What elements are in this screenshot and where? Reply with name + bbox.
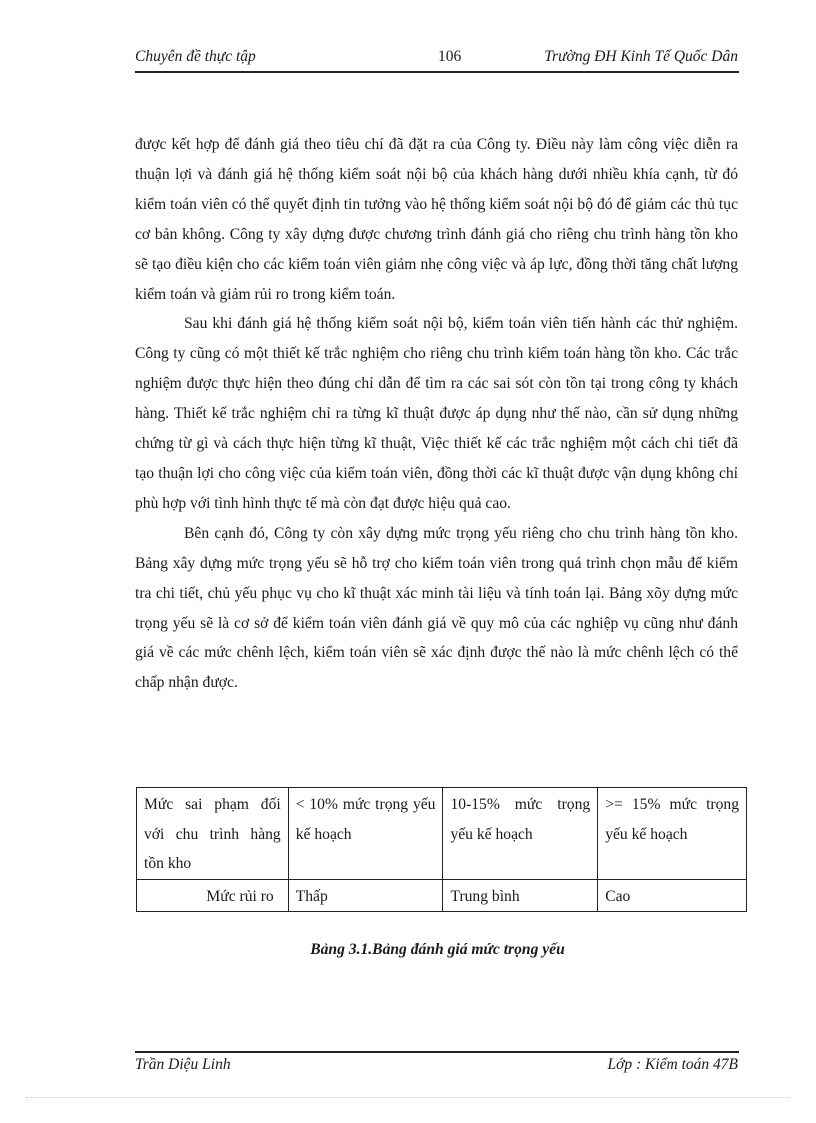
table-caption: Bảng 3.1.Bảng đánh giá mức trọng yếu [310,941,565,958]
header-page-number: 106 [438,48,462,65]
table-row [137,788,747,880]
table-risk-cell: Trung bình [443,879,598,912]
table-risk-cell: Cao [598,879,747,912]
page-footer [135,1056,738,1078]
header-university: Trường ĐH Kinh Tế Quốc Dân [544,48,738,65]
footer-author: Trần Diệu Linh [135,1056,231,1073]
table-row-header-cell: Mức sai phạm đối với chu trình hàng tồn kho [137,788,289,880]
footer-class: Lớp : Kiểm toán 47B [607,1056,738,1073]
page-header [135,48,738,70]
table-risk-cell: Thấp [288,879,443,912]
page-bottom-edge [26,1097,790,1098]
paragraph-1: được kết hợp để đánh giá theo tiêu chí đã đặt ra của Công ty. Điều này làm công việc diễn ra thuận lợi và đánh giá hệ thống kiểm soát nội bộ của khách hàng dưới nhiều khía cạnh, từ đó kiểm toán viên có thể quyết định tin tưởng vào hệ thống kiểm soát nội bộ đó để giảm các thủ tục cơ bản không. Công ty xây dựng được chương trình đánh giá cho riêng chu trình hàng tồn kho sẽ tạo điều kiện cho các kiểm toán viên giảm nhẹ công việc và áp lực, đồng thời tăng chất lượng kiểm toán và giảm rủi ro trong kiểm toán. [135,136,738,303]
materiality-table [136,787,747,912]
header-divider [135,71,739,73]
paragraph-3: Bên cạnh đó, Công ty còn xây dựng mức trọng yếu riêng cho chu trình hàng tồn kho. Bảng xây dựng mức trọng yếu sẽ hỗ trợ cho kiểm toán viên trong quá trình chọn mẫu để kiểm tra chi tiết, chủ yếu phục vụ cho kĩ thuật xác minh tài liệu và tính toán lại. Bảng xõy dựng mức trọng yếu sẽ là cơ sở để kiểm toán viên đánh giá về quy mô của các nghiệp vụ cũng như đánh giá về các mức chênh lệch, kiểm toán viên sẽ xác định được thế nào là mức chênh lệch có thể chấp nhận được. [135,524,738,692]
table-level-cell: 10-15% mức trọng yếu kế hoạch [443,788,598,880]
paragraph-2: Sau khi đánh giá hệ thống kiểm soát nội bộ, kiểm toán viên tiến hành các thử nghiệm. Công ty cũng có một thiết kế trắc nghiệm cho riêng chu trình kiểm toán hàng tồn kho. Các trắc nghiệm được thực hiện theo đúng chỉ dẫn để tìm ra các sai sót còn tồn tại trong công ty khách hàng. Thiết kế trắc nghiệm chỉ ra từng kĩ thuật được áp dụng như thế nào, cần sử dụng những chứng từ gì và cách thực hiện từng kĩ thuật, Việc thiết kế các trắc nghiệm một cách chi tiết đã tạo thuận lợi cho công việc của kiểm toán viên, đồng thời các kĩ thuật được vận dụng không chỉ phù hợp với tình hình thực tế mà còn đạt được hiệu quả cao. [135,315,738,512]
header-report-title: Chuyên đề thực tập [135,48,256,65]
table-risk-label-cell: Mức rủi ro [137,879,289,912]
table-level-cell: < 10% mức trọng yếu kế hoạch [288,788,443,880]
table-level-cell: >= 15% mức trọng yếu kế hoạch [598,788,747,880]
table-row [137,879,747,912]
body-text [135,130,738,698]
footer-divider [135,1051,739,1053]
